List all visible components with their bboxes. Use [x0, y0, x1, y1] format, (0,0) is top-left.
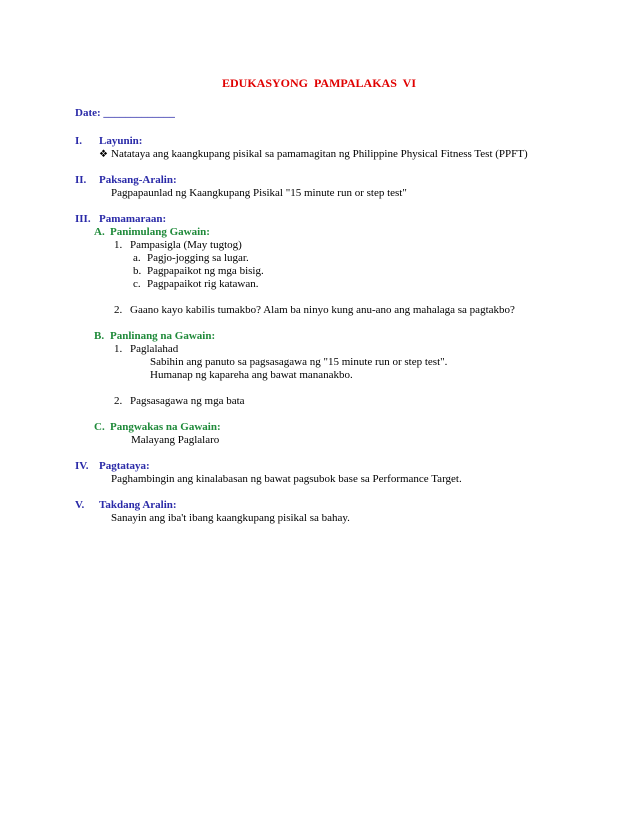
subitem-letter: a.	[133, 252, 141, 264]
paksang-aralin-text: Pagpapaunlad ng Kaangkupang Pisikal "15 minute run or step test"	[111, 187, 407, 199]
page-title: EDUKASYONG PAMPALAKAS VI	[221, 76, 416, 90]
subsection-heading-text: Panimulang Gawain:	[110, 226, 210, 238]
item-text: Paglalahad	[130, 343, 179, 355]
section-numeral: IV.	[75, 460, 89, 472]
item-text: Pagsasagawa ng mga bata	[130, 395, 245, 407]
subsection-letter: B.	[94, 330, 105, 342]
subsection-b-heading	[94, 329, 215, 343]
section-heading-text: Layunin:	[99, 135, 143, 147]
subsection-heading-text: Panlinang na Gawain:	[110, 330, 216, 342]
a-item-1	[114, 238, 242, 252]
section-numeral: III.	[75, 213, 91, 225]
section-paksang-aralin-heading	[75, 173, 177, 187]
subitem-text: Pagpapaikot rig katawan.	[147, 278, 259, 290]
a-subitem-c	[133, 277, 259, 291]
item-text: Gaano kayo kabilis tumakbo? Alam ba ninyo kung anu-ano ang mahalaga sa pagtakbo?	[130, 304, 515, 316]
subsection-letter: C.	[94, 421, 105, 433]
b-item-1-line-2: Humanap ng kapareha ang bawat mananakbo.	[150, 369, 353, 381]
section-numeral: I.	[75, 135, 83, 147]
subsection-c-heading	[94, 420, 221, 434]
subitem-text: Pagpapaikot ng mga bisig.	[147, 265, 264, 277]
date-line: Date: _____________	[75, 107, 175, 119]
section-heading-text: Takdang Aralin:	[99, 499, 177, 511]
b-item-1-line-1: Sabihin ang panuto sa pagsasagawa ng "15 minute run or step test".	[150, 356, 448, 368]
section-heading-text: Pamamaraan:	[99, 213, 167, 225]
subsection-heading-text: Pangwakas na Gawain:	[110, 421, 221, 433]
item-number: 2.	[114, 395, 123, 407]
item-number: 2.	[114, 304, 123, 316]
item-text: Pampasigla (May tugtog)	[130, 239, 242, 251]
section-numeral: V.	[75, 499, 85, 511]
a-subitem-b	[133, 264, 264, 278]
b-item-2	[114, 394, 245, 408]
section-heading-text: Paksang-Aralin:	[99, 174, 177, 186]
subsection-letter: A.	[94, 226, 105, 238]
item-number: 1.	[114, 343, 123, 355]
subitem-text: Pagjo-jogging sa lugar.	[147, 252, 249, 264]
section-layunin-heading	[75, 134, 142, 148]
c-text: Malayang Paglalaro	[131, 434, 220, 446]
subitem-letter: b.	[133, 265, 142, 277]
item-number: 1.	[114, 239, 123, 251]
a-subitem-a	[133, 251, 249, 265]
a-item-2	[114, 303, 515, 317]
pagtataya-text: Paghambingin ang kinalabasan ng bawat pagsubok base sa Performance Target.	[111, 473, 462, 485]
subitem-letter: c.	[133, 278, 141, 290]
diamond-bullet-icon: ❖	[99, 149, 108, 160]
layunin-bullet-item	[99, 147, 528, 162]
layunin-text: Natataya ang kaangkupang pisikal sa pamamagitan ng Philippine Physical Fitness Test (PPFT)	[111, 148, 528, 160]
section-pamamaraan-heading	[75, 212, 166, 226]
section-heading-text: Pagtataya:	[99, 460, 150, 472]
section-numeral: II.	[75, 174, 87, 186]
section-takdang-aralin-heading	[75, 498, 177, 512]
section-pagtataya-heading	[75, 459, 150, 473]
subsection-a-heading	[94, 225, 210, 239]
takdang-aralin-text: Sanayin ang iba't ibang kaangkupang pisikal sa bahay.	[111, 512, 350, 524]
b-item-1	[114, 342, 178, 356]
